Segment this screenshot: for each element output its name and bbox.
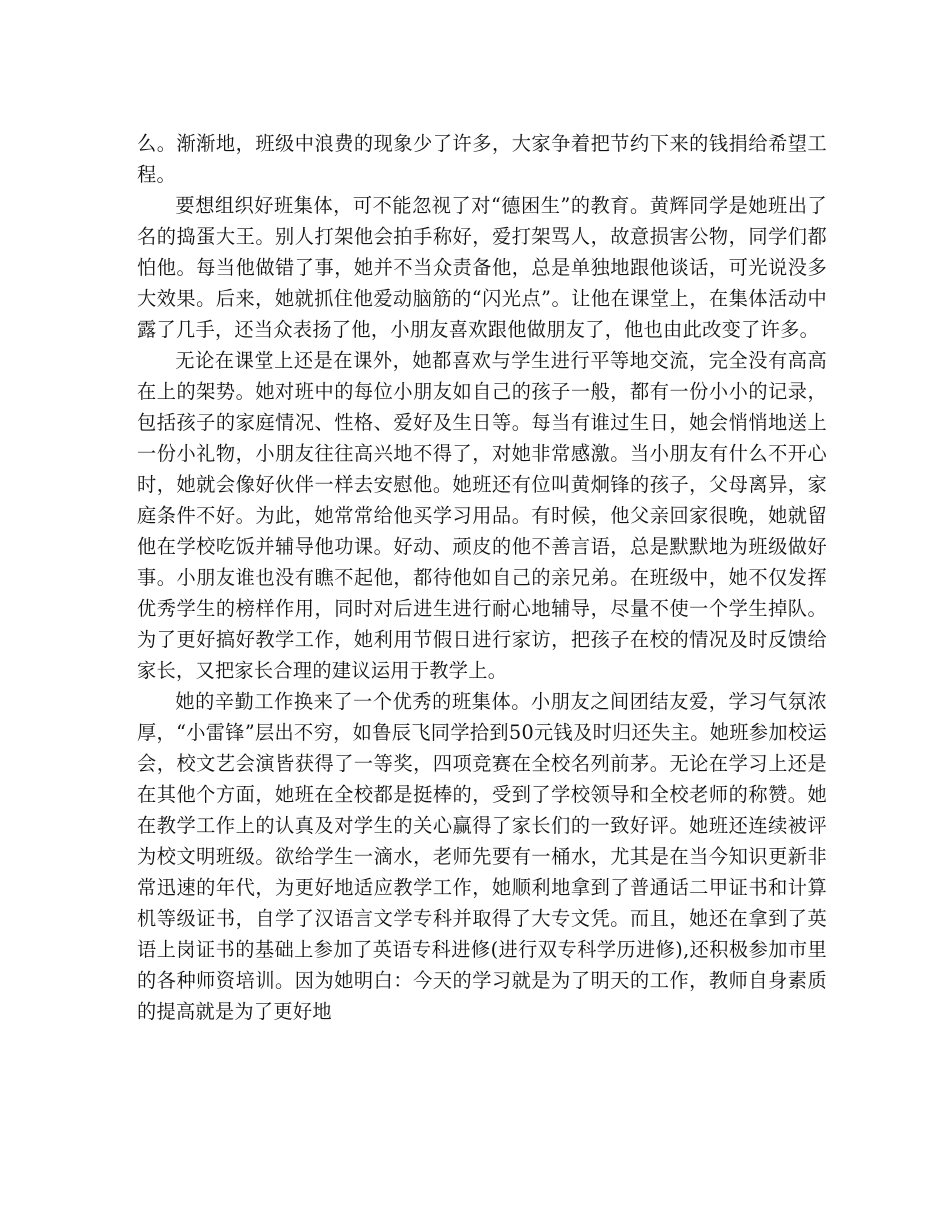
- paragraph-excellent-class: 她的辛勤工作换来了一个优秀的班集体。小朋友之间团结友爱，学习气氛浓厚，“小雷锋”层出不穷，如鲁辰飞同学拾到50元钱及时归还失主。她班参加校运会，校文艺会演皆获得了一等奖，四项竞赛在全校名列前茅。无论在学习上还是在其他个方面，她班在全校都是挺棒的，受到了学校领导和全校老师的称赞。她在教学工作上的认真及对学生的关心赢得了家长们的一致好评。她班还连续被评为校文明班级。欲给学生一滴水，老师先要有一桶水，尤其是在当今知识更新非常迅速的年代，为更好地适应教学工作，她顺利地拿到了普通话二甲证书和计算机等级证书，自学了汉语言文学专科并取得了大专文凭。而且，她还在拿到了英语上岗证书的基础上参加了英语专科进修(进行双专科学历进修),还积极参加市里的各种师资培训。因为她明白：今天的学习就是为了明天的工作，教师自身素质的提高就是为了更好地: [137, 690, 827, 1023]
- document-body: [137, 128, 827, 1027]
- paragraph-de-kun-sheng: 要想组织好班集体，可不能忽视了对“德困生”的教育。黄辉同学是她班出了名的捣蛋大王。别人打架他会拍手称好，爱打架骂人，故意损害公物，同学们都怕他。每当他做错了事，她并不当众责备他，总是单独地跟他谈话，可光说没多大效果。后来，她就抓住他爱动脑筋的“闪光点”。让他在课堂上，在集体活动中露了几手，还当众表扬了他，小朋友喜欢跟他做朋友了，他也由此改变了许多。: [137, 194, 827, 341]
- paragraph-equal-communication: 无论在课堂上还是在课外，她都喜欢与学生进行平等地交流，完全没有高高在上的架势。她对班中的每位小朋友如自己的孩子一般，都有一份小小的记录，包括孩子的家庭情况、性格、爱好及生日等。每当有谁过生日，她会悄悄地送上一份小礼物，小朋友往往高兴地不得了，对她非常感激。当小朋友有什么不开心时，她就会像好伙伴一样去安慰他。她班还有位叫黄炯锋的孩子，父母离异，家庭条件不好。为此，她常常给他买学习用品。有时候，他父亲回家很晚，她就留他在学校吃饭并辅导他功课。好动、顽皮的他不善言语，总是默默地为班级做好事。小朋友谁也没有瞧不起他，都待他如自己的亲兄弟。在班级中，她不仅发挥优秀学生的榜样作用，同时对后进生进行耐心地辅导，尽量不使一个学生掉队。为了更好搞好教学工作，她利用节假日进行家访，把孩子在校的情况及时反馈给家长，又把家长合理的建议运用于教学上。: [137, 349, 827, 682]
- paragraph-continued: 么。渐渐地，班级中浪费的现象少了许多，大家争着把节约下来的钱捐给希望工程。: [137, 132, 827, 186]
